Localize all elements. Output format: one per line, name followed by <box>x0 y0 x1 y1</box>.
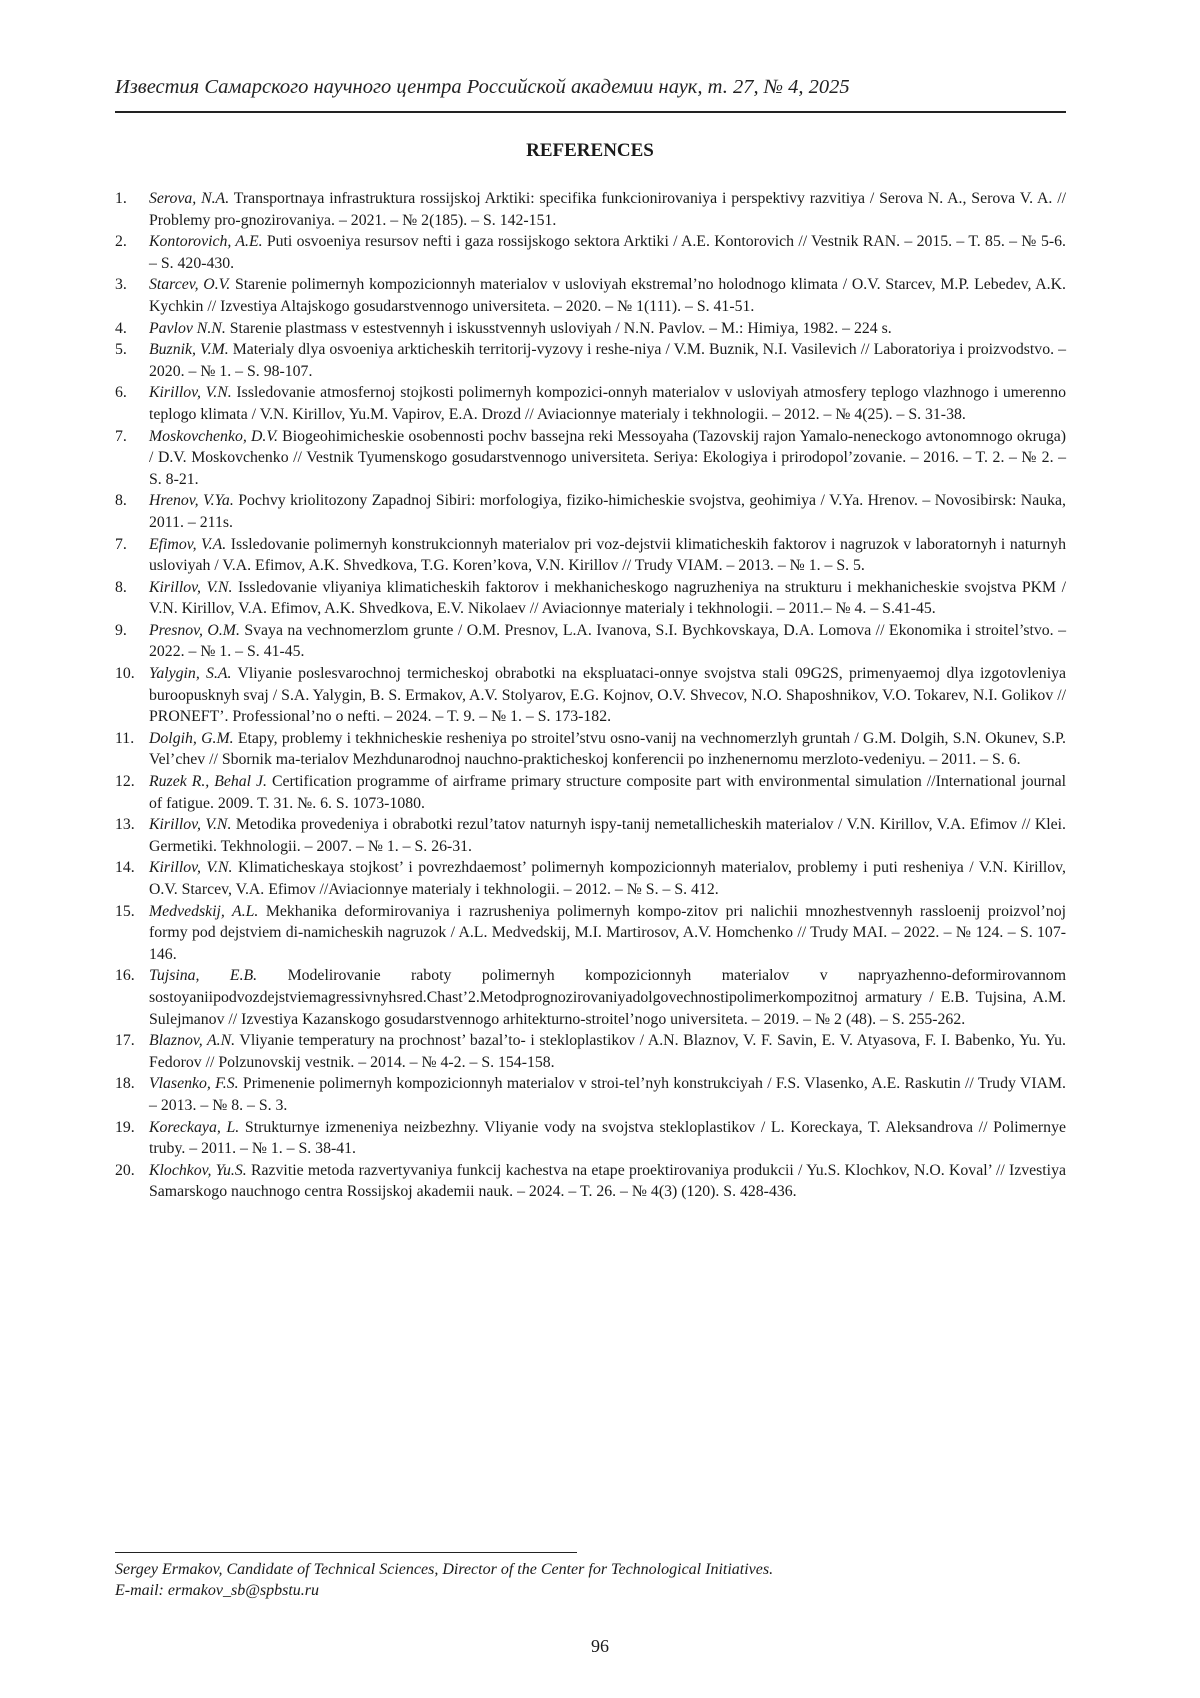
reference-text: Vliyanie poslesvarochnoj termicheskoj obrabotki na ekspluataci-onnye svojstva stali 09G2S, primenyaemoj dlya izgotovleniya buroopusknyh svaj / S.A. Yalygin, B. S. Ermakov, A.V. Stolyarov, E.G. Kojnov, O.V. Shvecov, N.O. Shaposhnikov, V.O. Tokarev, N.I. Golikov // PRONEFT’. Professional’no o nefti. – 2024. – T. 9. – № 1. – S. 173-182. <box>149 665 1066 725</box>
reference-text: Vliyanie temperatury na prochnost’ bazal’to- i stekloplastikov / A.N. Blaznov, V. F. Savin, E. V. Atyasova, F. I. Babenko, Yu. Yu. Fedorov // Polzunovskij vestnik. – 2014. – № 4-2. – S. 154-158. <box>149 1032 1066 1071</box>
reference-text: Modelirovanie raboty polimernyh kompozicionnyh materialov v napryazhenno-deformirovannom sostoyaniipodvozdejstviemagressivnyhsred.Chast’2.Metodprognozirovaniyadolgovechnostipolimerkompozitnoj armatury / E.B. Tujsina, A.M. Sulejmanov // Izvestiya Kazanskogo gosudarstvennogo arhitekturno-stroitel’nogo universiteta. – 2019. – № 2 (48). – S. 255-262. <box>149 967 1066 1027</box>
reference-item <box>115 663 1066 728</box>
reference-item <box>115 318 1066 340</box>
reference-number: 8. <box>115 577 145 599</box>
reference-text: Issledovanie vliyaniya klimaticheskih faktorov i mekhanicheskogo nagruzheniya na strukturu i mekhanicheskie svojstva PKM / V.N. Kirillov, V.A. Efimov, A.K. Shvedkova, E.V. Nikolaev // Aviacionnye materialy i tekhnologii. – 2011.– № 4. – S.41-45. <box>149 579 1066 618</box>
reference-text: Starenie plastmass v estestvennyh i iskusstvennyh usloviyah / N.N. Pavlov. – M.: Himiya, 1982. – 224 s. <box>226 320 892 337</box>
author-email: E-mail: ermakov_sb@spbstu.ru <box>115 1580 1065 1601</box>
reference-author: Starcev, O.V. <box>149 276 230 293</box>
reference-number: 11. <box>115 728 145 750</box>
reference-text: Strukturnye izmeneniya neizbezhny. Vliyanie vody na svojstva stekloplastikov / L. Koreckaya, T. Aleksandrova // Polimernye truby. – 2011. – № 1. – S. 38-41. <box>149 1119 1066 1158</box>
reference-author: Kirillov, V.N. <box>149 384 232 401</box>
reference-number: 8. <box>115 490 145 512</box>
reference-author: Moskovchenko, D.V. <box>149 428 278 445</box>
reference-item <box>115 382 1066 425</box>
reference-item <box>115 426 1066 491</box>
reference-number: 7. <box>115 426 145 448</box>
reference-author: Vlasenko, F.S. <box>149 1075 239 1092</box>
reference-text: Biogeohimicheskie osobennosti pochv bassejna reki Messoyaha (Tazovskij rajon Yamalo-neneckogo avtonomnogo okruga) / D.V. Moskovchenko // Vestnik Tyumenskogo gosudarstvennogo universiteta. Seriya: Ekologiya i prirodopol’zovanie. – 2016. – T. 2. – № 2. – S. 8-21. <box>149 428 1066 488</box>
reference-text: Etapy, problemy i tekhnicheskie resheniya po stroitel’stvu osno-vanij na vechnomerzlyh gruntah / G.M. Dolgih, S.N. Okunev, S.P. Vel’chev // Sbornik ma-terialov Mezhdunarodnoj nauchno-prakticheskoj konferencii po inzhenernomu merzloto-vedeniyu. – 2011. – S. 6. <box>149 730 1066 769</box>
reference-author: Dolgih, G.M. <box>149 730 234 747</box>
reference-number: 3. <box>115 274 145 296</box>
reference-author: Tujsina, E.B. <box>149 967 257 984</box>
running-header: Известия Самарского научного центра Российской академии наук, т. 27, № 4, 2025 <box>115 76 1065 99</box>
reference-author: Kirillov, V.N. <box>149 816 231 833</box>
reference-author: Ruzek R., Behal J. <box>149 773 267 790</box>
reference-text: Metodika provedeniya i obrabotki rezul’tatov naturnyh ispy-tanij nemetallicheskih materialov / V.N. Kirillov, V.A. Efimov // Klei. Germetiki. Tekhnologii. – 2007. – № 1. – S. 26-31. <box>149 816 1066 855</box>
reference-text: Certification programme of airframe primary structure composite part with environmental simulation //International journal of fatigue. 2009. T. 31. №. 6. S. 1073-1080. <box>149 773 1066 812</box>
reference-number: 10. <box>115 663 145 685</box>
reference-author: Yalygin, S.A. <box>149 665 232 682</box>
reference-author: Efimov, V.A. <box>149 536 226 553</box>
reference-number: 9. <box>115 620 145 642</box>
reference-item <box>115 1160 1066 1203</box>
reference-number: 7. <box>115 534 145 556</box>
footnote-rule <box>115 1552 577 1553</box>
reference-item <box>115 965 1066 1030</box>
reference-text: Transportnaya infrastruktura rossijskoj Arktiki: specifika funkcionirovaniya i perspektivy razvitiya / Serova N. A., Serova V. A. // Problemy pro-gnozirovaniya. – 2021. – № 2(185). – S. 142-151. <box>149 190 1066 229</box>
references-title: REFERENCES <box>115 140 1065 162</box>
reference-number: 1. <box>115 188 145 210</box>
reference-text: Issledovanie atmosfernoj stojkosti polimernyh kompozici-onnyh materialov v usloviyah atmosfery teplogo vlazhnogo i umerenno teplogo klimata / V.N. Kirillov, Yu.M. Vapirov, E.A. Drozd // Aviacionnye materialy i tekhnologii. – 2012. – № 4(25). – S. 31-38. <box>149 384 1066 423</box>
reference-author: Hrenov, V.Ya. <box>149 492 234 509</box>
reference-number: 15. <box>115 901 145 923</box>
reference-item <box>115 771 1066 814</box>
reference-item <box>115 620 1066 663</box>
reference-number: 17. <box>115 1030 145 1052</box>
reference-number: 4. <box>115 318 145 340</box>
reference-author: Serova, N.A. <box>149 190 229 207</box>
reference-text: Materialy dlya osvoeniya arkticheskih territorij-vyzovy i reshe-niya / V.M. Buznik, N.I. Vasilevich // Laboratoriya i proizvodstvo. – 2020. – № 1. – S. 98-107. <box>149 341 1066 380</box>
reference-item <box>115 274 1066 317</box>
reference-list <box>115 188 1066 1203</box>
reference-item <box>115 728 1066 771</box>
reference-item <box>115 901 1066 966</box>
reference-text: Puti osvoeniya resursov nefti i gaza rossijskogo sektora Arktiki / A.E. Kontorovich // Vestnik RAN. – 2015. – T. 85. – № 5-6. – S. 420-430. <box>149 233 1066 272</box>
reference-author: Klochkov, Yu.S. <box>149 1162 247 1179</box>
reference-number: 18. <box>115 1073 145 1095</box>
reference-number: 16. <box>115 965 145 987</box>
reference-text: Mekhanika deformirovaniya i razrusheniya polimernyh kompo-zitov pri nalichii mnozhestvennyh rassloenij proizvol’noj formy pod dejstviem di-namicheskih nagruzok / A.L. Medvedskij, M.I. Martirosov, A.V. Homchenko // Trudy MAI. – 2022. – № 124. – S. 107-146. <box>149 903 1066 963</box>
reference-item <box>115 1073 1066 1116</box>
reference-item <box>115 814 1066 857</box>
reference-item <box>115 577 1066 620</box>
reference-item <box>115 490 1066 533</box>
reference-author: Buznik, V.M. <box>149 341 229 358</box>
reference-author: Presnov, O.M. <box>149 622 240 639</box>
author-note <box>115 1559 1065 1601</box>
reference-number: 2. <box>115 231 145 253</box>
reference-item <box>115 339 1066 382</box>
reference-text: Primenenie polimernyh kompozicionnyh materialov v stroi-tel’nyh konstrukciyah / F.S. Vlasenko, A.E. Raskutin // Trudy VIAM. – 2013. – № 8. – S. 3. <box>149 1075 1066 1114</box>
reference-item <box>115 1117 1066 1160</box>
reference-number: 5. <box>115 339 145 361</box>
reference-text: Klimaticheskaya stojkost’ i povrezhdaemost’ polimernyh kompozicionnyh materialov, problemy i puti resheniya / V.N. Kirillov, O.V. Starcev, V.A. Efimov //Aviacionnye materialy i tekhnologii. – 2012. – № S. – S. 412. <box>149 859 1066 898</box>
reference-number: 13. <box>115 814 145 836</box>
reference-author: Kontorovich, A.E. <box>149 233 263 250</box>
reference-text: Svaya na vechnomerzlom grunte / O.M. Presnov, L.A. Ivanova, S.I. Bychkovskaya, D.A. Lomova // Ekonomika i stroitel’stvo. – 2022. – № 1. – S. 41-45. <box>149 622 1066 661</box>
header-rule <box>115 111 1066 113</box>
reference-author: Blaznov, A.N. <box>149 1032 235 1049</box>
reference-number: 19. <box>115 1117 145 1139</box>
reference-text: Razvitie metoda razvertyvaniya funkcij kachestva na etape proektirovaniya produkcii / Yu.S. Klochkov, N.O. Koval’ // Izvestiya Samarskogo nauchnogo centra Rossijskoj akademii nauk. – 2024. – T. 26. – № 4(3) (120). S. 428-436. <box>149 1162 1066 1201</box>
reference-author: Koreckaya, L. <box>149 1119 239 1136</box>
reference-author: Kirillov, V.N. <box>149 859 232 876</box>
page-number: 96 <box>0 1636 1200 1657</box>
reference-number: 6. <box>115 382 145 404</box>
reference-text: Issledovanie polimernyh konstrukcionnyh materialov pri voz-dejstvii klimaticheskih faktorov i nagruzok v laboratornyh i naturnyh usloviyah / V.A. Efimov, A.K. Shvedkova, T.G. Koren’kova, V.N. Kirillov // Trudy VIAM. – 2013. – № 1. – S. 5. <box>149 536 1066 575</box>
reference-text: Pochvy kriolitozony Zapadnoj Sibiri: morfologiya, fiziko-himicheskie svojstva, geohimiya / V.Ya. Hrenov. – Novosibirsk: Nauka, 2011. – 211s. <box>149 492 1066 531</box>
reference-number: 20. <box>115 1160 145 1182</box>
reference-item <box>115 857 1066 900</box>
reference-item <box>115 534 1066 577</box>
reference-item <box>115 188 1066 231</box>
reference-number: 14. <box>115 857 145 879</box>
page <box>0 0 1200 1698</box>
reference-text: Starenie polimernyh kompozicionnyh materialov v usloviyah ekstremal’no holodnogo klimata / O.V. Starcev, M.P. Lebedev, A.K. Kychkin // Izvestiya Altajskogo gosudarstvennogo universiteta. – 2020. – № 1(111). – S. 41-51. <box>149 276 1066 315</box>
reference-author: Medvedskij, A.L. <box>149 903 258 920</box>
author-info: Sergey Ermakov, Candidate of Technical Sciences, Director of the Center for Technological Initiatives. <box>115 1559 1065 1580</box>
reference-item <box>115 1030 1066 1073</box>
reference-number: 12. <box>115 771 145 793</box>
reference-author: Pavlov N.N. <box>149 320 226 337</box>
reference-item <box>115 231 1066 274</box>
reference-author: Kirillov, V.N. <box>149 579 233 596</box>
